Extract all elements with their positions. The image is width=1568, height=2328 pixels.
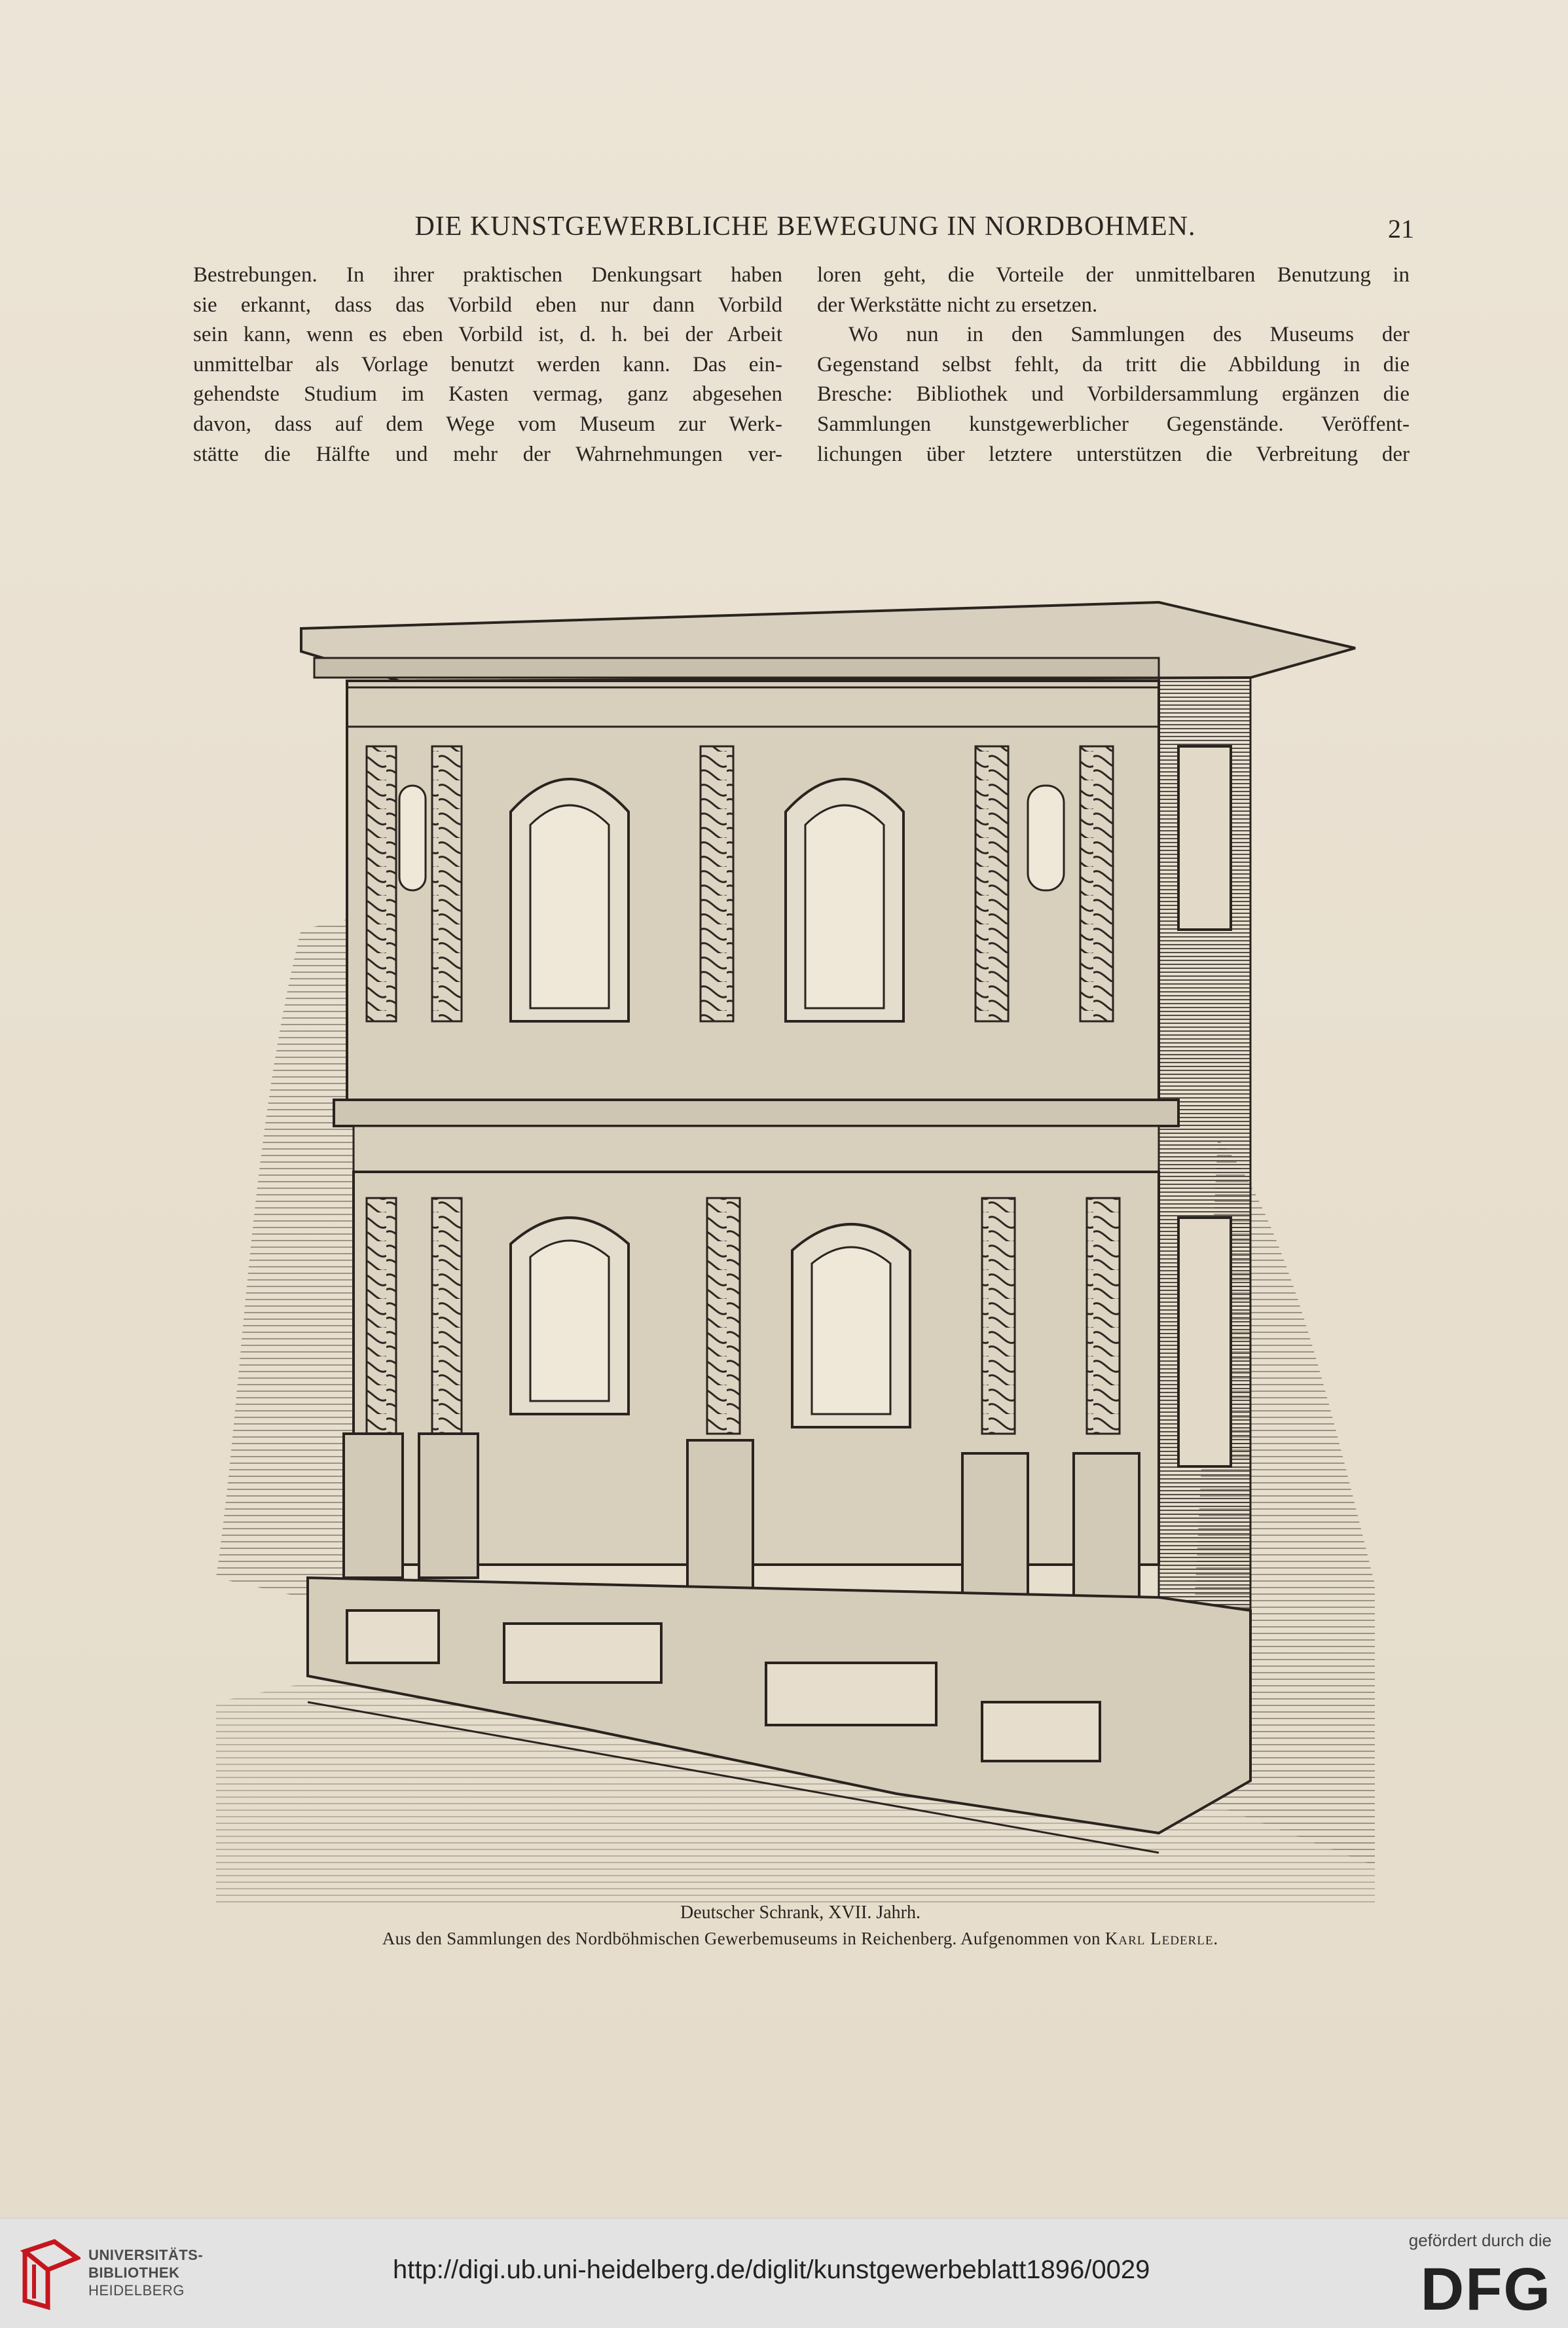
text-line: sein kann, wenn es eben Vorbild ist, d. h. bei der Arbeit (193, 323, 782, 347)
text-line: gehendste Studium im Kasten vermag, ganz abgesehen (193, 382, 782, 407)
library-name-line: HEIDELBERG (88, 2282, 185, 2299)
text-line: Bestrebungen. In ihrer praktischen Denkungsart haben (193, 263, 782, 287)
twisted-column (432, 1198, 462, 1434)
library-logo-icon (18, 2238, 81, 2310)
side-niche (399, 786, 426, 890)
text-line: Gegenstand selbst fehlt, da tritt die Abbildung in die (817, 352, 1410, 376)
text-line: Bresche: Bibliothek und Vorbildersammlung ergänzen die (817, 382, 1410, 407)
pedestal (1074, 1453, 1139, 1604)
funding-note: gefördert durch die (1408, 2230, 1552, 2250)
text-line: loren geht, die Vorteile der unmittelbaren Benutzung in (817, 263, 1410, 287)
caption-credit-text: Aus den Sammlungen des Nordböhmischen Gewerbemuseums in Reichenberg. Aufgenommen von (382, 1929, 1101, 1948)
upper-body (347, 681, 1159, 1106)
library-name-line: UNIVERSITÄTS- (88, 2247, 204, 2263)
running-header: DIE KUNSTGEWERBLICHE BEWEGUNG IN NORDBOHMEN. (414, 211, 1196, 242)
side-panel (1178, 1218, 1231, 1466)
text-line: Sammlungen kunstgewerblicher Gegenstände. Veröffent- (817, 412, 1410, 436)
text-line: davon, dass auf dem Wege vom Museum zur Werk- (193, 412, 782, 436)
pedestal (419, 1434, 478, 1578)
text-line: stätte die Hälfte und mehr der Wahrnehmungen ver- (193, 442, 782, 466)
side-niche (1028, 786, 1064, 890)
text-column-left (193, 261, 782, 469)
text-column-right (817, 261, 1410, 469)
page-number: 21 (1388, 214, 1414, 244)
twisted-column (432, 746, 462, 1021)
permalink-url[interactable]: http://digi.ub.uni-heidelberg.de/diglit/kunstgewerbeblatt1896/0029 (393, 2255, 1150, 2284)
side-panel (1178, 746, 1231, 930)
twisted-column (1080, 746, 1113, 1021)
drawer (766, 1663, 936, 1725)
text-line: Wo nun in den Sammlungen des Museums der (848, 323, 1410, 347)
digitization-footer (0, 2218, 1568, 2328)
twisted-column (367, 746, 396, 1021)
cabinet-engraving (203, 550, 1381, 1905)
text-line: sie erkannt, dass das Vorbild eben nur dann Vorbild (193, 293, 782, 317)
twisted-column (975, 746, 1008, 1021)
text-line: unmittelbar als Vorlage benutzt werden kann. Das ein- (193, 352, 782, 376)
drawer (347, 1610, 439, 1663)
library-name-line: BIBLIOTHEK (88, 2264, 180, 2281)
drawer (982, 1702, 1100, 1761)
caption-author: Karl Lederle. (1104, 1929, 1219, 1948)
pedestal (687, 1440, 753, 1591)
library-name (88, 2246, 239, 2299)
drawer (504, 1624, 661, 1682)
pedestal (344, 1434, 403, 1578)
twisted-column (1087, 1198, 1120, 1434)
twisted-column (982, 1198, 1015, 1434)
shadow-hatching (216, 917, 360, 1610)
pedestal (962, 1453, 1028, 1604)
twisted-column (367, 1198, 396, 1434)
figure-caption-credit (193, 1929, 1408, 1949)
figure-caption-title: Deutscher Schrank, XVII. Jahrh. (680, 1902, 921, 1923)
text-line: der Werkstätte nicht zu ersetzen. (817, 293, 1098, 317)
funder-logo: DFG (1420, 2256, 1552, 2323)
text-line: lichungen über letztere unterstützen die Verbreitung der (817, 442, 1410, 466)
twisted-column (701, 746, 733, 1021)
middle-ledge (334, 1100, 1178, 1126)
twisted-column (707, 1198, 740, 1434)
